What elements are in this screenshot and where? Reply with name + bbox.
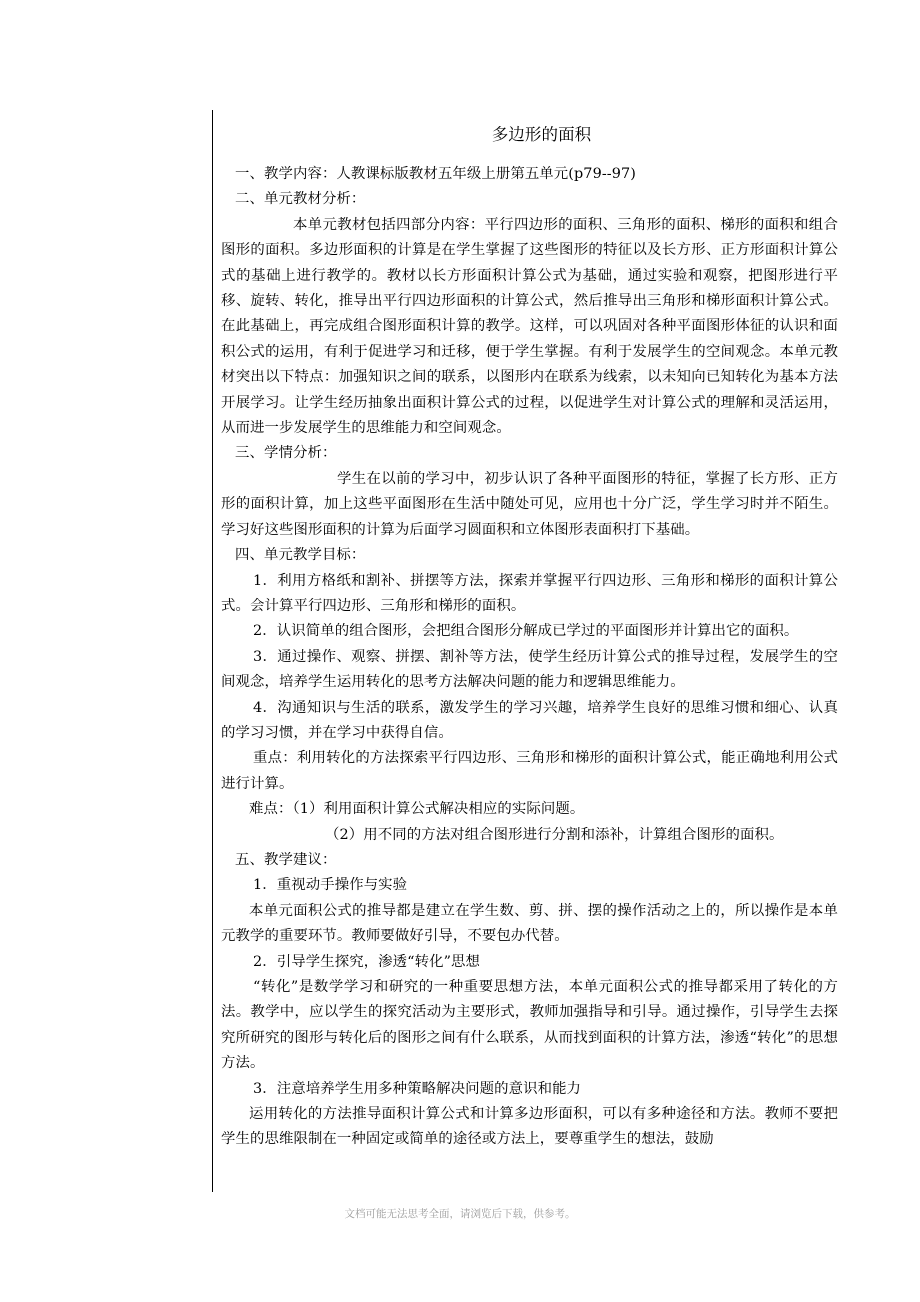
suggestion-1-body: 本单元面积公式的推导都是建立在学生数、剪、拼、摆的操作活动之上的，所以操作是本单元教学的重要环节。教师要做好引导，不要包办代替。 [221,902,838,945]
goal-2: 2．认识简单的组合图形，会把组合图形分解成已学过的平面图形并计算出它的面积。 [253,623,799,640]
section-2-heading: 二、单元教材分析： [235,191,366,208]
section-2-body: 本单元教材包括四部分内容：平行四边形的面积、三角形的面积、梯形的面积和组合图形的面积。多边形面积的计算是在学生掌握了这些图形的特征以及长方形、正方形面积计算公式的基础上进行教学的。教材以长方形面积计算公式为基础，通过实验和观察，把图形进行平移、旋转、转化，推导出平行四边形面积的计算公式，然后推导出三角形和梯形面积计算公式。在此基础上，再完成组合图形面积计算的教学。这样，可以巩固对各种平面图形体征的认识和面积公式的运用，有利于促进学习和迁移，便于学生掌握。有利于发展学生的空间观念。本单元教材突出以下特点：加强知识之间的联系，以图形内在联系为线索，以未知向已知转化为基本方法开展学习。让学生经历抽象出面积计算公式的过程，以促进学生对计算公式的理解和灵活运用，从而进一步发展学生的思维能力和空间观念。 [221,216,838,437]
suggestion-2-body: “转化”是数学学习和研究的一种重要思想方法，本单元面积公式的推导都采用了转化的方法。教学中，应以学生的探究活动为主要形式，教师加强指导和引导。通过操作，引导学生去探究所研究的图形与转化后的图形之间有什么联系，从而找到面积的计算方法，渗透“转化”的思想方法。 [221,979,838,1072]
goal-1: 1．利用方格纸和割补、拼摆等方法，探索并掌握平行四边形、三角形和梯形的面积计算公式。会计算平行四边形、三角形和梯形的面积。 [221,572,838,614]
section-5-heading: 五、教学建议： [235,851,337,868]
difficulty-2: （2）用不同的方法对组合图形进行分割和添补，计算组合图形的面积。 [325,826,784,843]
goal-4: 4．沟通知识与生活的联系，激发学生的学习兴趣，培养学生良好的思维习惯和细心、认真的学习习惯，并在学习中获得自信。 [221,699,838,741]
key-point: 重点：利用转化的方法探索平行四边形、三角形和梯形的面积计算公式，能正确地利用公式进行计算。 [221,750,838,792]
section-3-body: 学生在以前的学习中，初步认识了各种平面图形的特征，掌握了长方形、正方形的面积计算，加上这些平面图形在生活中随处可见，应用也十分广泛，学生学习时并不陌生。学习好这些图形面积的计算为后面学习圆面积和立体图形表面积打下基础。 [221,470,838,538]
section-1-content: 一、教学内容：人教课标版教材五年级上册第五单元(p79--97) [235,166,636,182]
left-margin-rule [212,110,213,1192]
suggestion-2-title: 2．引导学生探究，渗透“转化”思想 [253,953,481,970]
section-4-heading: 四、单元教学目标： [235,547,366,564]
section-3-heading: 三、学情分析： [235,445,337,462]
suggestion-3-body: 运用转化的方法推导面积计算公式和计算多边形面积，可以有多种途径和方法。教师不要把学生的思维限制在一种固定或简单的途径或方法上，要尊重学生的想法，鼓励 [221,1106,838,1148]
suggestion-3-title: 3．注意培养学生用多种策略解决问题的意识和能力 [253,1080,582,1097]
document-title: 多边形的面积 [491,125,592,144]
suggestion-1-title: 1．重视动手操作与实验 [253,877,408,894]
goal-3: 3．通过操作、观察、拼摆、割补等方法，使学生经历计算公式的推导过程，发展学生的空间观念，培养学生运用转化的思考方法解决问题的能力和逻辑思维能力。 [221,648,838,691]
footer-note: 文档可能无法思考全面，请浏览后下载，供参考。 [344,1208,576,1220]
difficulty-1: 难点：（1）利用面积计算公式解决相应的实际问题。 [249,801,585,818]
document-body [221,112,838,1153]
